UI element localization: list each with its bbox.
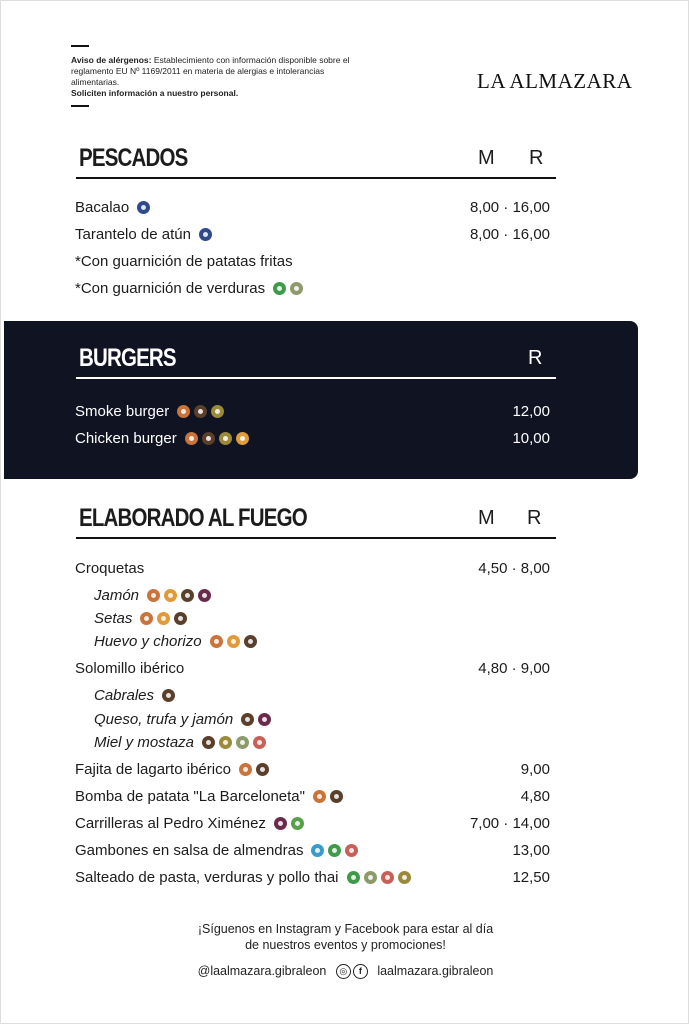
item-label: Bomba de patata "La Barceloneta" xyxy=(75,788,305,805)
milk-allergen-icon xyxy=(244,635,257,648)
celery-allergen-icon xyxy=(273,282,286,295)
item-name xyxy=(94,685,179,707)
divider xyxy=(71,45,89,47)
allergen-icons xyxy=(185,427,253,449)
item-label: Miel y mostaza xyxy=(94,734,195,751)
item-name xyxy=(75,840,362,862)
gluten-allergen-icon xyxy=(140,612,153,625)
item-label: Bacalao xyxy=(75,199,130,216)
milk-allergen-icon xyxy=(181,589,194,602)
item-label: Solomillo ibérico xyxy=(75,660,185,677)
divider xyxy=(71,105,89,107)
instagram-icon[interactable]: ◎ xyxy=(336,964,351,979)
section-title: BURGERS xyxy=(79,344,176,372)
menu-item xyxy=(75,813,550,835)
item-price: 13,00 xyxy=(512,842,550,859)
menu-item xyxy=(75,658,550,680)
crustacean-allergen-icon xyxy=(311,844,324,857)
milk-allergen-icon xyxy=(256,763,269,776)
column-m-label: M xyxy=(478,507,495,529)
column-r-label: R xyxy=(529,147,544,169)
section-header-burgers xyxy=(76,344,556,379)
menu-item xyxy=(75,278,550,300)
allergen-icons xyxy=(347,866,415,888)
soy-allergen-icon xyxy=(219,736,232,749)
section-title: ELABORADO AL FUEGO xyxy=(79,504,307,532)
fish-allergen-icon xyxy=(199,228,212,241)
follow-line-1: ¡Síguenos en Instagram y Facebook para estar al día xyxy=(197,922,494,936)
milk-allergen-icon xyxy=(241,713,254,726)
milk-allergen-icon xyxy=(174,612,187,625)
allergen-icons xyxy=(162,684,179,706)
allergen-notice xyxy=(71,45,371,107)
item-label: Gambones en salsa de almendras xyxy=(75,842,304,859)
item-price: 8,00 · 16,00 xyxy=(469,199,550,216)
nuts-allergen-icon xyxy=(381,871,394,884)
allergen-icons xyxy=(210,630,261,652)
nuts-allergen-icon xyxy=(345,844,358,857)
item-label: Salteado de pasta, verduras y pollo thai xyxy=(75,869,339,886)
allergen-notice-footer: Soliciten información a nuestro personal. xyxy=(71,88,239,98)
item-label: Queso, trufa y jamón xyxy=(94,711,234,728)
gluten-allergen-icon xyxy=(239,763,252,776)
item-name xyxy=(75,658,184,680)
menu-subitem xyxy=(75,631,550,653)
item-label: *Con guarnición de patatas fritas xyxy=(75,253,293,270)
menu-item xyxy=(75,251,550,273)
item-price: 7,00 · 14,00 xyxy=(469,815,550,832)
item-label: Croquetas xyxy=(75,560,145,577)
item-price: 4,80 · 9,00 xyxy=(478,660,550,677)
facebook-icon[interactable]: f xyxy=(353,964,368,979)
menu-subitem xyxy=(75,709,550,731)
menu-item xyxy=(75,786,550,808)
item-price: 10,00 xyxy=(512,430,550,447)
mustard-allergen-icon xyxy=(364,871,377,884)
menu-subitem xyxy=(75,732,550,754)
gluten-allergen-icon xyxy=(210,635,223,648)
item-name xyxy=(75,401,228,423)
lupin-allergen-icon xyxy=(291,817,304,830)
item-price: 12,00 xyxy=(512,403,550,420)
menu-item xyxy=(75,428,550,450)
egg-allergen-icon xyxy=(164,589,177,602)
facebook-handle[interactable]: laalmazara.gibraleon xyxy=(377,964,494,978)
soy-allergen-icon xyxy=(219,432,232,445)
item-name xyxy=(75,558,144,580)
item-price: 12,50 xyxy=(512,869,550,886)
item-label: Smoke burger xyxy=(75,403,170,420)
item-name xyxy=(94,732,270,754)
allergen-icons xyxy=(147,584,215,606)
egg-allergen-icon xyxy=(227,635,240,648)
allergen-icons xyxy=(313,785,347,807)
menu-item xyxy=(75,224,550,246)
follow-line-2: de nuestros eventos y promociones! xyxy=(245,938,446,952)
celery-allergen-icon xyxy=(328,844,341,857)
menu-item xyxy=(75,401,550,423)
milk-allergen-icon xyxy=(330,790,343,803)
allergen-icons xyxy=(241,708,275,730)
item-label: Setas xyxy=(94,610,133,627)
item-name xyxy=(94,631,261,653)
item-label: Tarantelo de atún xyxy=(75,226,191,243)
menu-item xyxy=(75,197,550,219)
item-label: Cabrales xyxy=(94,687,155,704)
menu-subitem xyxy=(75,585,550,607)
item-price: 4,80 xyxy=(520,788,550,805)
item-label: Chicken burger xyxy=(75,430,177,447)
sulphite-allergen-icon xyxy=(258,713,271,726)
item-price: 8,00 · 16,00 xyxy=(469,226,550,243)
gluten-allergen-icon xyxy=(147,589,160,602)
item-name xyxy=(94,608,191,630)
soy-allergen-icon xyxy=(211,405,224,418)
milk-allergen-icon xyxy=(194,405,207,418)
allergen-icons xyxy=(239,758,273,780)
item-name xyxy=(75,197,154,219)
item-name xyxy=(75,251,293,273)
milk-allergen-icon xyxy=(202,432,215,445)
milk-allergen-icon xyxy=(162,689,175,702)
menu-item xyxy=(75,840,550,862)
burgers-panel xyxy=(4,321,638,479)
allergen-icons xyxy=(140,607,191,629)
item-name xyxy=(94,709,275,731)
item-name xyxy=(75,224,216,246)
gluten-allergen-icon xyxy=(177,405,190,418)
menu-item xyxy=(75,759,550,781)
item-name xyxy=(75,428,253,450)
allergen-icons xyxy=(177,400,228,422)
item-label: *Con guarnición de verduras xyxy=(75,280,266,297)
allergen-icons xyxy=(273,277,307,299)
item-name xyxy=(75,278,307,300)
nuts-allergen-icon xyxy=(253,736,266,749)
item-label: Fajita de lagarto ibérico xyxy=(75,761,231,778)
brand-logo: LA ALMAZARA xyxy=(477,69,633,93)
item-price: 9,00 xyxy=(520,761,550,778)
sulphite-allergen-icon xyxy=(274,817,287,830)
item-label: Carrilleras al Pedro Ximénez xyxy=(75,815,266,832)
section-header-pescados xyxy=(76,144,556,179)
instagram-handle[interactable]: @laalmazara.gibraleon xyxy=(197,964,327,978)
milk-allergen-icon xyxy=(202,736,215,749)
item-name xyxy=(75,759,273,781)
menu-item xyxy=(75,558,550,580)
section-header-fuego xyxy=(76,504,556,539)
item-price: 4,50 · 8,00 xyxy=(478,560,550,577)
gluten-allergen-icon xyxy=(185,432,198,445)
allergen-icons xyxy=(274,812,308,834)
item-label: Huevo y chorizo xyxy=(94,633,202,650)
social-handles xyxy=(1,964,689,979)
item-label: Jamón xyxy=(94,587,140,604)
menu-subitem xyxy=(75,685,550,707)
column-m-label: M xyxy=(478,147,495,169)
celery-allergen-icon xyxy=(347,871,360,884)
allergen-icons xyxy=(137,196,154,218)
soy-allergen-icon xyxy=(398,871,411,884)
allergen-icons xyxy=(311,839,362,861)
item-name xyxy=(75,867,415,889)
item-name xyxy=(75,813,308,835)
allergen-notice-text: Establecimiento con información disponible sobre el reglamento EU Nº 1169/2011 en materia de alergias e intolerancias alimentarias. xyxy=(71,55,350,87)
menu-subitem xyxy=(75,608,550,630)
allergen-icons xyxy=(199,223,216,245)
section-title: PESCADOS xyxy=(79,144,188,172)
item-name xyxy=(94,585,215,607)
allergen-icons xyxy=(202,731,270,753)
egg-allergen-icon xyxy=(236,432,249,445)
item-name xyxy=(75,786,347,808)
menu-item xyxy=(75,867,550,889)
gluten-allergen-icon xyxy=(313,790,326,803)
fish-allergen-icon xyxy=(137,201,150,214)
egg-allergen-icon xyxy=(157,612,170,625)
column-r-label: R xyxy=(528,347,543,369)
mustard-allergen-icon xyxy=(290,282,303,295)
column-r-label: R xyxy=(527,507,542,529)
allergen-notice-title: Aviso de alérgenos: xyxy=(71,55,152,65)
sulphite-allergen-icon xyxy=(198,589,211,602)
mustard-allergen-icon xyxy=(236,736,249,749)
